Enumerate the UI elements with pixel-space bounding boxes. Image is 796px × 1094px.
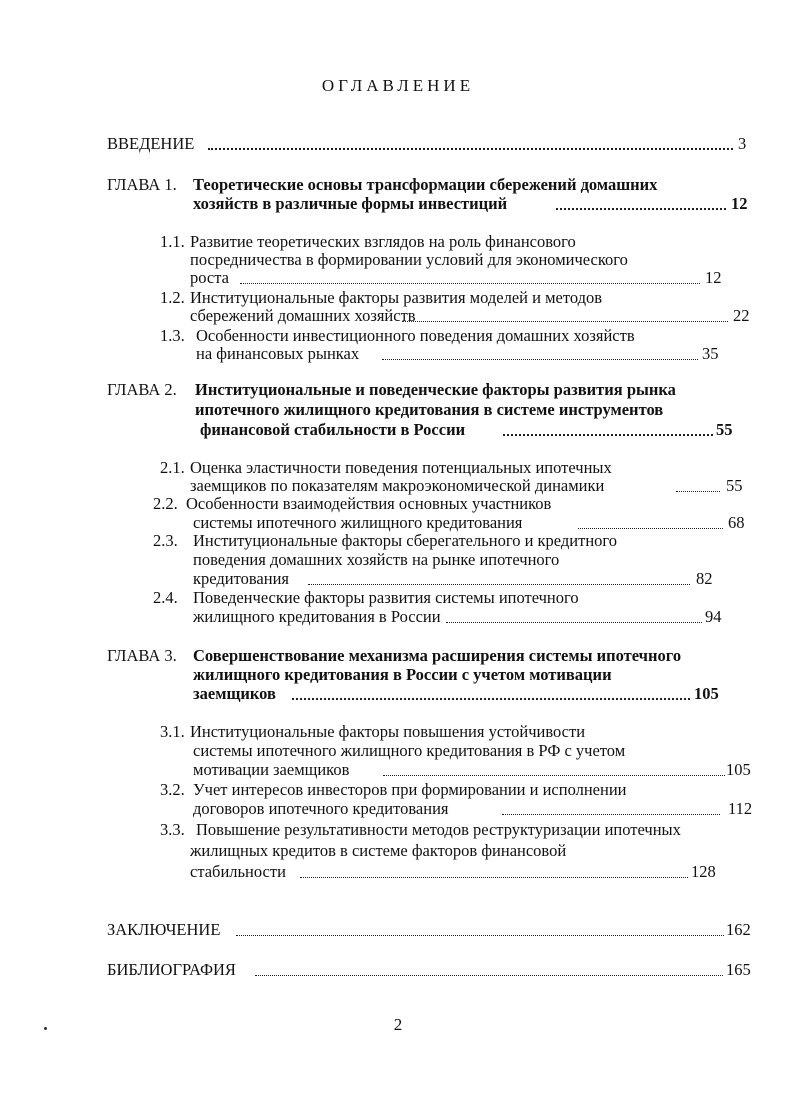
toc-bibliography-page: 165 [726,960,751,979]
section-3-1-num: 3.1. [160,722,185,741]
toc-leader-dots [402,306,728,326]
section-2-4-line2: жилищного кредитования в России [193,607,441,626]
toc-leader-dots [446,607,702,627]
section-1-2-num: 1.2. [160,288,185,307]
section-1-1-page: 12 [705,268,722,287]
section-2-2-line2: системы ипотечного жилищного кредитования [193,513,523,532]
toc-leader-dots [240,268,700,288]
section-2-1-num: 2.1. [160,458,185,477]
section-1-1-line1: Развитие теоретических взглядов на роль финансового [190,232,576,251]
section-2-2-page: 68 [728,513,745,532]
chapter-2-title-line1: Институциональные и поведенческие факторы развития рынка [195,380,676,399]
section-2-2-num: 2.2. [153,494,178,513]
section-3-1-line3: мотивации заемщиков [193,760,350,779]
toc-leader-dots [308,569,690,589]
chapter-1-page: 12 [731,194,748,213]
toc-leader-dots [503,420,713,440]
section-2-3-num: 2.3. [153,531,178,550]
chapter-2-title-line3: финансовой стабильности в России [200,420,466,439]
section-3-2-line1: Учет интересов инвесторов при формировании и исполнении [193,780,627,799]
section-2-4-page: 94 [705,607,722,626]
section-1-3-line1: Особенности инвестиционного поведения домашних хозяйств [196,326,635,345]
section-3-1-line1: Институциональные факторы повышения устойчивости [190,722,586,741]
chapter-3-prefix: ГЛАВА 3. [107,646,177,665]
section-2-1-line1: Оценка эластичности поведения потенциальных ипотечных [190,458,612,477]
toc-leader-dots [383,760,725,780]
section-1-1-line2: посредничества в формировании условий для экономического [190,250,628,269]
toc-leader-dots [255,960,723,980]
section-3-1-page: 105 [726,760,751,779]
section-3-2-page: 112 [728,799,753,818]
section-2-3-line3: кредитования [193,569,289,588]
toc-leader-dots [676,476,720,496]
chapter-2-page: 55 [716,420,733,439]
section-3-3-line3: стабильности [190,862,286,881]
section-1-3-num: 1.3. [160,326,185,345]
section-3-3-line2: жилищных кредитов в системе факторов финансовой [190,841,567,860]
section-1-1-num: 1.1. [160,232,185,251]
toc-intro-page: 3 [738,134,747,153]
section-3-1-line2: системы ипотечного жилищного кредитования в РФ с учетом [193,741,626,760]
section-1-3-page: 35 [702,344,719,363]
section-1-2-line2: сбережений домашних хозяйств [190,306,416,325]
section-1-1-line3: роста [190,268,229,287]
toc-leader-dots [556,194,726,214]
section-2-1-page: 55 [726,476,743,495]
toc-heading: ОГЛАВЛЕНИЕ [321,76,475,95]
chapter-3-title-line3: заемщиков [193,684,276,703]
chapter-3-title-line2: жилищного кредитования в России с учетом мотивации [193,665,612,684]
section-2-2-line1: Особенности взаимодействия основных участников [186,494,552,513]
section-3-3-line1: Повышение результативности методов реструктуризации ипотечных [196,820,681,839]
section-2-3-line2: поведения домашних хозяйств на рынке ипотечного [193,550,560,569]
section-2-4-line1: Поведенческие факторы развития системы ипотечного [193,588,579,607]
toc-leader-dots [236,920,724,940]
section-2-1-line2: заемщиков по показателям макроэкономической динамики [190,476,605,495]
section-1-2-page: 22 [733,306,750,325]
section-1-3-line2: на финансовых рынках [196,344,360,363]
section-3-3-page: 128 [691,862,716,881]
section-2-3-line1: Институциональные факторы сберегательного и кредитного [193,531,618,550]
chapter-1-title-line2: хозяйств в различные формы инвестиций [193,194,508,213]
toc-leader-dots [208,134,733,154]
toc-bibliography-label: БИБЛИОГРАФИЯ [107,960,236,979]
section-3-2-line2: договоров ипотечного кредитования [193,799,449,818]
chapter-2-title-line2: ипотечного жилищного кредитования в системе инструментов [195,400,664,419]
toc-conclusion-label: ЗАКЛЮЧЕНИЕ [107,920,221,939]
toc-leader-dots [292,684,690,704]
toc-leader-dots [300,862,688,882]
toc-conclusion-page: 162 [726,920,751,939]
chapter-3-title-line1: Совершенствование механизма расширения системы ипотечного [193,646,682,665]
section-1-2-line1: Институциональные факторы развития моделей и методов [190,288,603,307]
toc-leader-dots [382,344,698,364]
section-3-3-num: 3.3. [160,820,185,839]
toc-leader-dots [578,513,723,533]
chapter-1-title-line1: Теоретические основы трансформации сбережений домашних [193,175,658,194]
toc-leader-dots [502,799,720,819]
toc-intro-label: ВВЕДЕНИЕ [107,134,195,153]
chapter-2-prefix: ГЛАВА 2. [107,380,177,399]
section-2-4-num: 2.4. [153,588,178,607]
section-3-2-num: 3.2. [160,780,185,799]
page-number: 2 [393,1015,403,1034]
scan-speck [44,1027,47,1030]
section-2-3-page: 82 [696,569,713,588]
chapter-3-page: 105 [694,684,719,703]
chapter-1-prefix: ГЛАВА 1. [107,175,177,194]
